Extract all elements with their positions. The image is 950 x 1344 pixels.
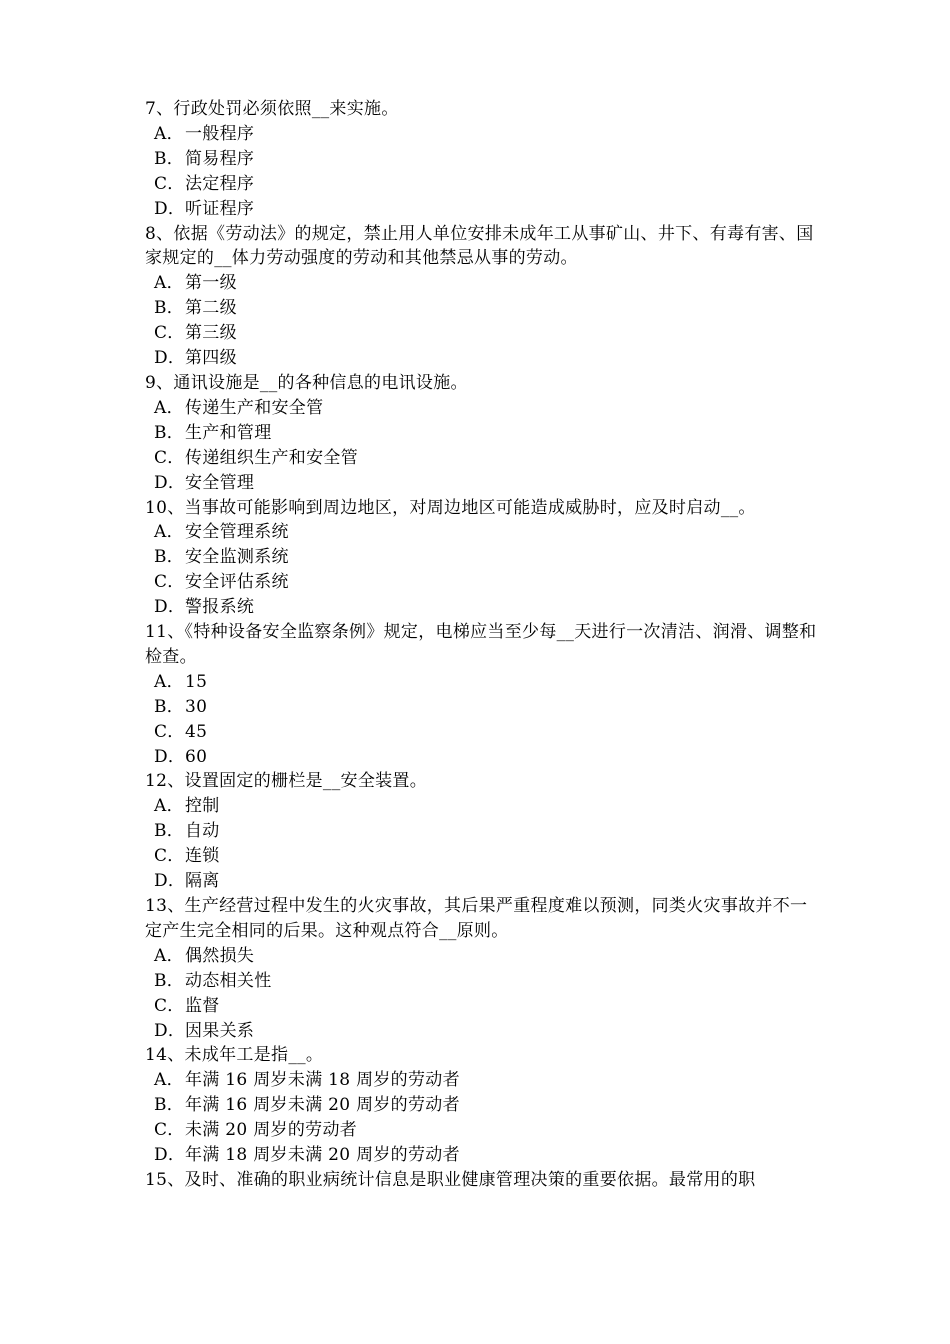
- option-text: 监督: [185, 995, 220, 1016]
- option-d: [145, 1143, 817, 1168]
- option-b: [145, 695, 817, 720]
- option-letter: A．: [154, 123, 184, 144]
- option-text: 60: [185, 746, 208, 767]
- question-8: [145, 222, 817, 371]
- option-text: 安全管理系统: [185, 522, 289, 543]
- question-12: [145, 769, 817, 894]
- option-text: 生产和管理: [185, 422, 272, 443]
- option-letter: B．: [154, 422, 185, 443]
- option-letter: C．: [154, 447, 185, 468]
- question-stem: 15、及时、准确的职业病统计信息是职业健康管理决策的重要依据。最常用的职: [145, 1169, 756, 1190]
- option-letter: C．: [154, 1120, 185, 1141]
- option-b: [145, 421, 817, 446]
- question-11: [145, 620, 817, 769]
- option-b: [145, 969, 817, 994]
- option-c: [145, 1118, 817, 1143]
- option-c: [145, 570, 817, 595]
- option-letter: A．: [154, 671, 184, 692]
- option-text: 警报系统: [185, 597, 255, 618]
- option-letter: A．: [154, 522, 184, 543]
- option-text: 15: [185, 671, 208, 692]
- option-letter: D．: [154, 1145, 186, 1166]
- question-13: [145, 894, 817, 1043]
- option-letter: D．: [154, 597, 186, 618]
- option-d: [145, 346, 817, 371]
- option-text: 因果关系: [185, 1020, 255, 1041]
- option-a: [145, 271, 817, 296]
- question-stem: 9、通讯设施是__的各种信息的电讯设施。: [145, 372, 468, 393]
- question-9: [145, 371, 817, 496]
- option-text: 传递生产和安全管: [185, 397, 324, 418]
- question-stem: 13、生产经营过程中发生的火灾事故，其后果严重程度难以预测，同类火灾事故并不一定产生完全相同的后果。这种观点符合__原则。: [145, 896, 808, 941]
- option-letter: C．: [154, 173, 185, 194]
- option-text: 法定程序: [185, 173, 255, 194]
- document-page: [145, 97, 817, 1193]
- question-10: [145, 496, 817, 621]
- option-c: [145, 994, 817, 1019]
- question-stem: 14、未成年工是指__。: [145, 1045, 324, 1066]
- question-14: [145, 1043, 817, 1168]
- option-letter: A．: [154, 796, 184, 817]
- option-letter: A．: [154, 273, 184, 294]
- option-d: [145, 595, 817, 620]
- option-c: [145, 321, 817, 346]
- option-d: [145, 197, 817, 222]
- question-stem: 8、依据《劳动法》的规定，禁止用人单位安排未成年工从事矿山、井下、有毒有害、国家规定的__体力劳动强度的劳动和其他禁忌从事的劳动。: [145, 223, 814, 269]
- option-a: [145, 1068, 817, 1093]
- option-a: [145, 396, 817, 421]
- option-letter: C．: [154, 572, 185, 593]
- option-d: [145, 1019, 817, 1044]
- option-text: 未满 20 周岁的劳动者: [185, 1120, 358, 1141]
- option-text: 30: [185, 696, 208, 717]
- option-text: 自动: [185, 821, 220, 842]
- option-text: 听证程序: [185, 198, 255, 219]
- option-text: 第二级: [185, 298, 237, 319]
- option-text: 第三级: [185, 323, 237, 344]
- option-b: [145, 296, 817, 321]
- option-c: [145, 844, 817, 869]
- question-stem: 10、当事故可能影响到周边地区，对周边地区可能造成威胁时，应及时启动__。: [145, 497, 756, 518]
- option-text: 一般程序: [185, 123, 255, 144]
- option-text: 年满 16 周岁未满 18 周岁的劳动者: [185, 1070, 460, 1091]
- option-text: 传递组织生产和安全管: [185, 447, 358, 468]
- option-d: [145, 869, 817, 894]
- option-c: [145, 172, 817, 197]
- option-letter: D．: [154, 746, 186, 767]
- option-letter: B．: [154, 298, 185, 319]
- option-letter: B．: [154, 1095, 185, 1116]
- option-b: [145, 545, 817, 570]
- option-a: [145, 520, 817, 545]
- option-letter: A．: [154, 945, 184, 966]
- option-letter: C．: [154, 323, 185, 344]
- option-text: 隔离: [185, 871, 220, 892]
- option-d: [145, 471, 817, 496]
- option-text: 45: [185, 721, 208, 742]
- option-text: 动态相关性: [185, 970, 272, 991]
- option-text: 安全监测系统: [185, 547, 289, 568]
- option-text: 第四级: [185, 348, 237, 369]
- question-7: [145, 97, 817, 222]
- option-a: [145, 122, 817, 147]
- option-d: [145, 745, 817, 770]
- option-letter: D．: [154, 472, 186, 493]
- question-stem: 11、《特种设备安全监察条例》规定，电梯应当至少每__天进行一次清洁、润滑、调整和检查。: [145, 622, 817, 667]
- option-b: [145, 819, 817, 844]
- option-letter: C．: [154, 995, 185, 1016]
- option-letter: A．: [154, 1070, 184, 1091]
- option-c: [145, 720, 817, 745]
- option-letter: D．: [154, 871, 186, 892]
- option-a: [145, 670, 817, 695]
- option-letter: B．: [154, 148, 185, 169]
- option-letter: C．: [154, 721, 185, 742]
- option-b: [145, 1093, 817, 1118]
- option-a: [145, 944, 817, 969]
- option-letter: A．: [154, 397, 184, 418]
- option-text: 连锁: [185, 846, 220, 867]
- option-letter: D．: [154, 1020, 186, 1041]
- question-15: [145, 1168, 817, 1193]
- option-text: 安全评估系统: [185, 572, 289, 593]
- option-a: [145, 794, 817, 819]
- question-stem: 12、设置固定的栅栏是__安全装置。: [145, 771, 428, 792]
- option-letter: C．: [154, 846, 185, 867]
- option-text: 简易程序: [185, 148, 255, 169]
- option-text: 安全管理: [185, 472, 255, 493]
- option-letter: D．: [154, 348, 186, 369]
- option-letter: B．: [154, 696, 185, 717]
- option-letter: B．: [154, 821, 185, 842]
- option-text: 年满 18 周岁未满 20 周岁的劳动者: [185, 1145, 460, 1166]
- option-text: 年满 16 周岁未满 20 周岁的劳动者: [185, 1095, 460, 1116]
- option-text: 第一级: [185, 273, 237, 294]
- option-c: [145, 446, 817, 471]
- option-letter: D．: [154, 198, 186, 219]
- question-stem: 7、行政处罚必须依照__来实施。: [145, 99, 399, 119]
- option-text: 偶然损失: [185, 945, 255, 966]
- option-letter: B．: [154, 970, 185, 991]
- option-text: 控制: [185, 796, 220, 817]
- option-letter: B．: [154, 547, 185, 568]
- option-b: [145, 147, 817, 172]
